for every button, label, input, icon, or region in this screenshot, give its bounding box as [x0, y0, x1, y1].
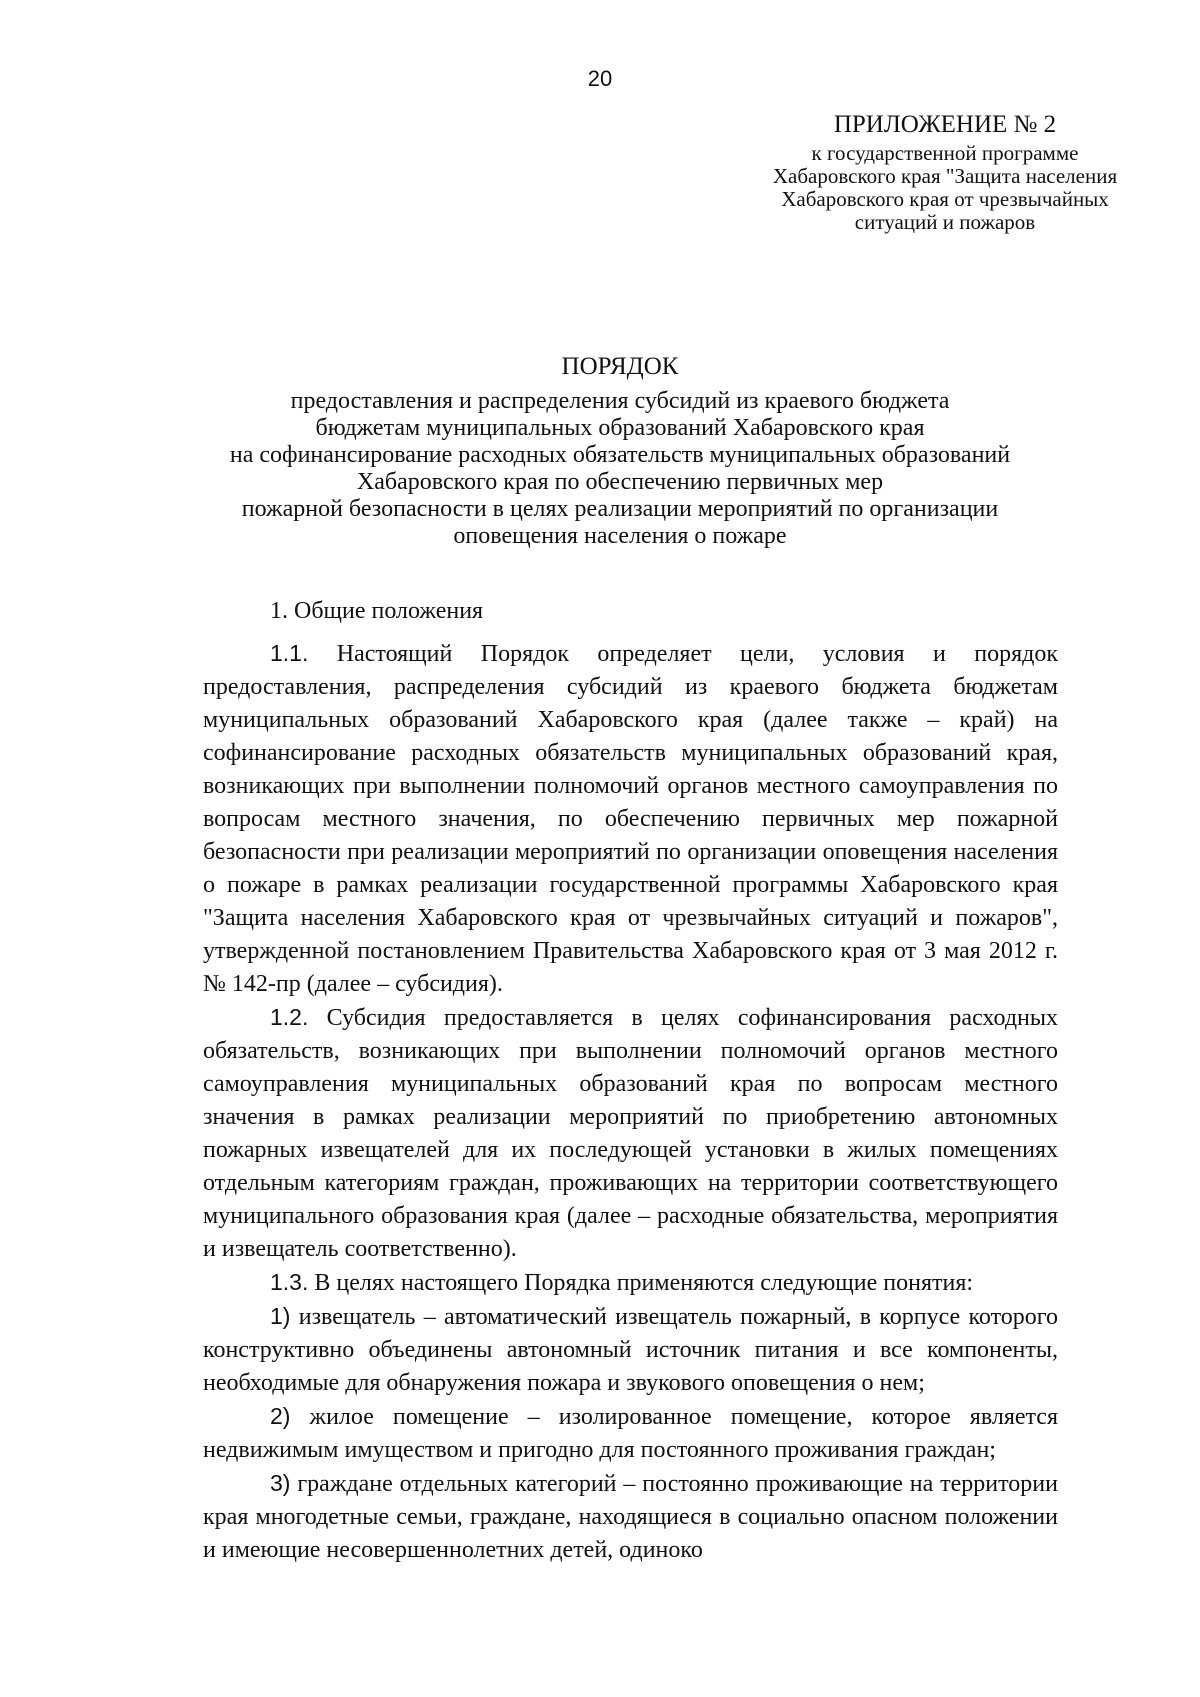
- paragraph-1-1: [203, 637, 1058, 1001]
- paragraph-number: 2): [270, 1403, 291, 1429]
- section-heading: 1. Общие положения: [270, 598, 484, 624]
- document-body: [203, 595, 1058, 1567]
- document-subtitle-line: оповещения населения о пожаре: [453, 523, 787, 549]
- document-subtitle-line: Хабаровского края по обеспечению первичных мер: [356, 469, 884, 495]
- appendix-line: к государственной программе: [811, 141, 1079, 165]
- document-title-block: [190, 350, 1050, 550]
- document-subtitle-line: предоставления и распределения субсидий из краевого бюджета: [290, 388, 950, 414]
- appendix-line: Хабаровского края от чрезвычайных: [781, 187, 1109, 211]
- definition-3: [203, 1467, 1058, 1567]
- paragraph-text: жилое помещение – изолированное помещение, которое является недвижимым имуществом и пригодно для постоянного проживания граждан;: [203, 1404, 1058, 1463]
- document-subtitle-line: на софинансирование расходных обязательств муниципальных образований: [229, 442, 1011, 468]
- paragraph-1-3: [203, 1266, 1058, 1300]
- paragraph-number: 1.1.: [270, 640, 309, 666]
- paragraph-number: 1): [270, 1303, 291, 1329]
- appendix-line: Хабаровского края "Защита населения: [772, 164, 1118, 188]
- appendix-block: [745, 108, 1145, 234]
- document-subtitle-line: бюджетам муниципальных образований Хабаровского края: [315, 415, 925, 441]
- paragraph-text: граждане отдельных категорий – постоянно проживающие на территории края многодетные семьи, граждане, находящиеся в социально опасном положении и имеющие несовершеннолетних детей, одиноко: [203, 1471, 1058, 1563]
- paragraph-text: В целях настоящего Порядка применяются следующие понятия:: [308, 1270, 974, 1296]
- definition-1: [203, 1300, 1058, 1400]
- definition-2: [203, 1400, 1058, 1467]
- document-subtitle-line: пожарной безопасности в целях реализации мероприятий по организации: [241, 496, 999, 522]
- paragraph-number: 3): [270, 1470, 291, 1496]
- appendix-line: ситуаций и пожаров: [854, 210, 1036, 234]
- appendix-title: ПРИЛОЖЕНИЕ № 2: [833, 111, 1057, 138]
- paragraph-number: 1.2.: [270, 1004, 309, 1030]
- paragraph-number: 1.3.: [270, 1269, 309, 1295]
- paragraph-text: Субсидия предоставляется в целях софинансирования расходных обязательств, возникающих при выполнении полномочий органов местного самоуправления муниципальных образований края по вопросам местного значения в рамках реализации мероприятий по приобретению автономных пожарных извещателей для их последующей установки в жилых помещениях отдельным категориям граждан, проживающих на территории соответствующего муниципального образования края (далее – расходные обязательства, мероприятия и извещатель соответственно).: [203, 1005, 1058, 1262]
- document-title: ПОРЯДОК: [561, 353, 679, 380]
- paragraph-text: Настоящий Порядок определяет цели, условия и порядок предоставления, распределения субсидий из краевого бюджета бюджетам муниципальных образований Хабаровского края (далее также – край) на софинансирование расходных обязательств муниципальных образований края, возникающих при выполнении полномочий органов местного самоуправления по вопросам местного значения, по обеспечению первичных мер пожарной безопасности при реализации мероприятий по организации оповещения населения о пожаре в рамках реализации государственной программы Хабаровского края "Защита населения Хабаровского края от чрезвычайных ситуаций и пожаров", утвержденной постановлением Правительства Хабаровского края от 3 мая 2012 г. № 142-пр (далее – субсидия).: [203, 641, 1058, 997]
- paragraph-1-2: [203, 1001, 1058, 1266]
- paragraph-text: извещатель – автоматический извещатель пожарный, в корпусе которого конструктивно объединены автономный источник питания и все компоненты, необходимые для обнаружения пожара и звукового оповещения о нем;: [203, 1304, 1058, 1396]
- page-number: 20: [587, 66, 613, 91]
